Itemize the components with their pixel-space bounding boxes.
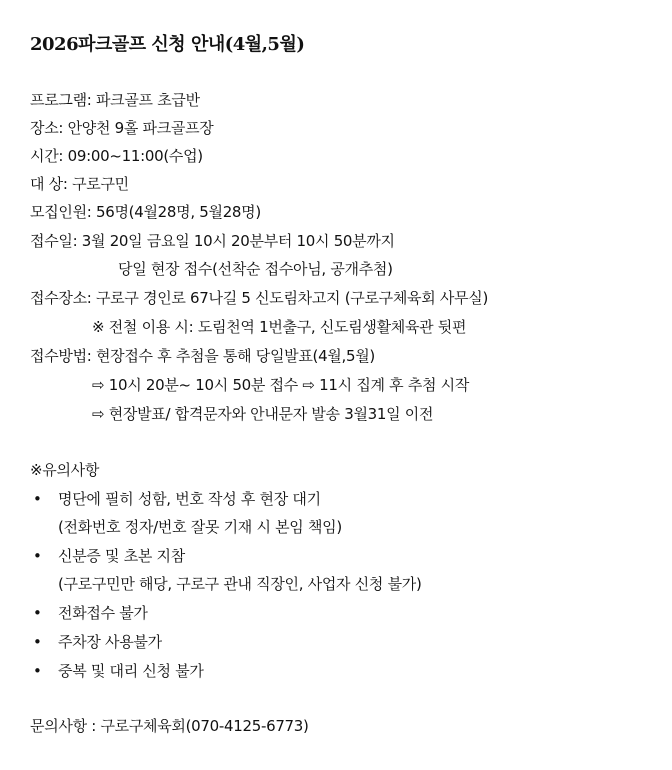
bullet-icon: • <box>33 490 42 508</box>
note-item-2-sub: (구로구민만 해당, 구로구 관내 직장인, 사업자 신청 불가) <box>58 575 422 593</box>
note-item-5: 중복 및 대리 신청 불가 <box>58 662 204 680</box>
contact-line: 문의사항 : 구로구체육회(070-4125-6773) <box>30 717 309 735</box>
note-item-1-sub: (전화번호 정자/번호 잘못 기재 시 본임 책임) <box>58 518 342 536</box>
notes-heading: ※유의사항 <box>30 461 100 479</box>
note-item-3: 전화접수 불가 <box>58 604 148 622</box>
program-line: 프로그램: 파크골프 초급반 <box>30 91 200 109</box>
registration-date-line: 접수일: 3월 20일 금요일 10시 20분부터 10시 50분까지 <box>30 232 395 250</box>
page-title: 2026파크골프 신청 안내(4월,5월) <box>30 34 305 55</box>
bullet-icon: • <box>33 662 42 680</box>
bullet-icon: • <box>33 633 42 651</box>
registration-method-line: 접수방법: 현장접수 후 추첨을 통해 당일발표(4월,5월) <box>30 347 375 365</box>
bullet-icon: • <box>33 604 42 622</box>
method-step-2: ⇨ 현장발표/ 합격문자와 안내문자 발송 3월31일 이전 <box>92 405 434 423</box>
bullet-icon: • <box>33 547 42 565</box>
registration-date-note: 당일 현장 접수(선착순 접수아님, 공개추첨) <box>118 260 393 278</box>
note-item-2: 신분증 및 초본 지참 <box>58 547 185 565</box>
method-step-1: ⇨ 10시 20분~ 10시 50분 접수 ⇨ 11시 집계 후 추첨 시작 <box>92 376 470 394</box>
note-item-4: 주차장 사용불가 <box>58 633 162 651</box>
place-line: 장소: 안양천 9홀 파크골프장 <box>30 119 214 137</box>
registration-venue-line: 접수장소: 구로구 경인로 67나길 5 신도림차고지 (구로구체육회 사무실) <box>30 289 488 307</box>
recruit-line: 모집인원: 56명(4월28명, 5월28명) <box>30 203 261 221</box>
note-item-1: 명단에 필히 성함, 번호 작성 후 현장 대기 <box>58 490 321 508</box>
target-line: 대 상: 구로구민 <box>30 175 129 193</box>
subway-note: ※ 전철 이용 시: 도림천역 1번출구, 신도림생활체육관 뒷편 <box>92 318 467 336</box>
time-line: 시간: 09:00~11:00(수업) <box>30 147 203 165</box>
